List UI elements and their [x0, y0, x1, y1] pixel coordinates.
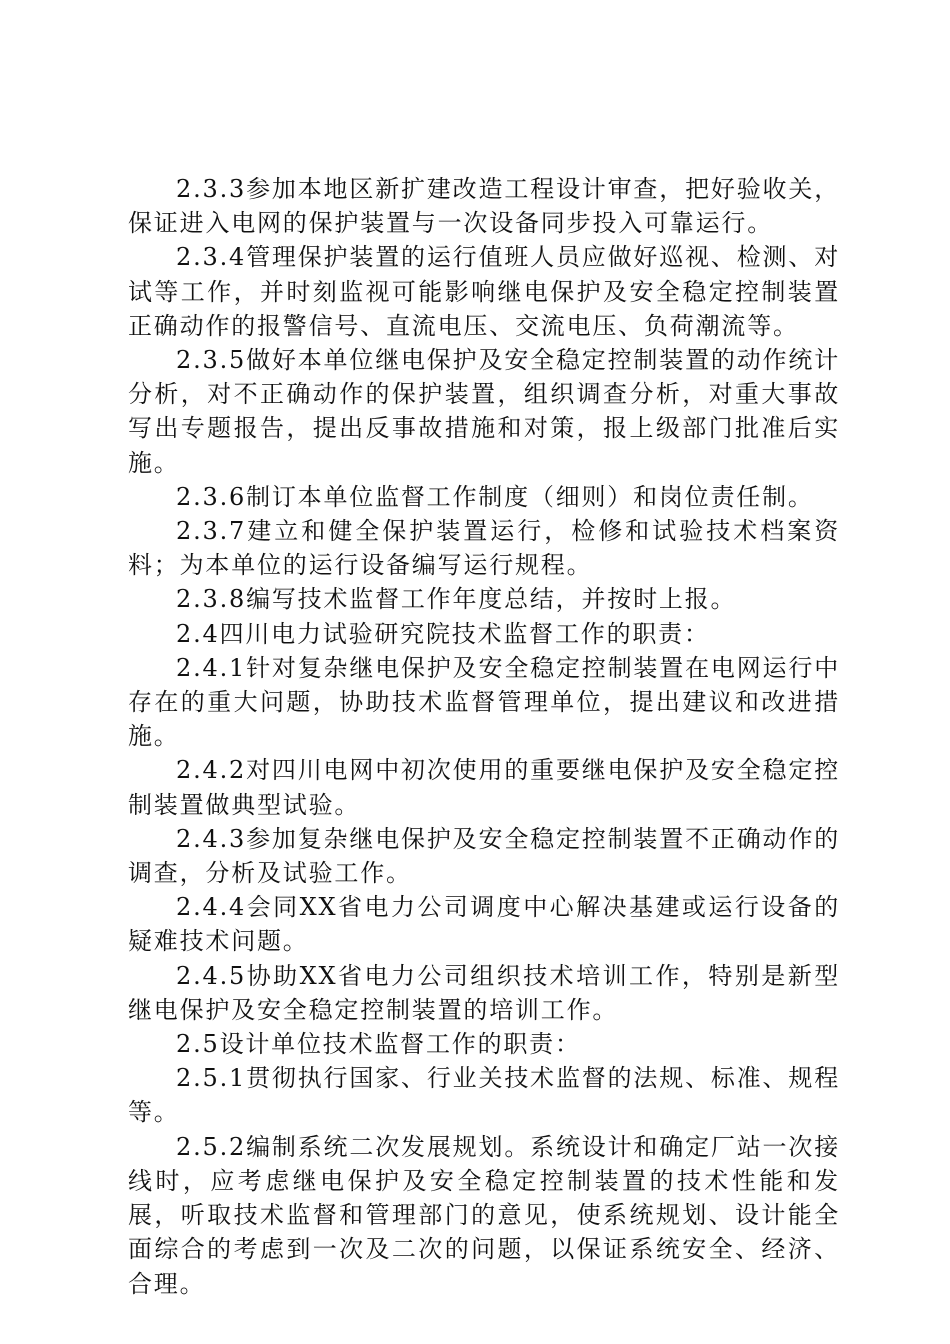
paragraph-2-4-3: 2.4.3参加复杂继电保护及安全稳定控制装置不正确动作的调查，分析及试验工作。: [128, 824, 840, 888]
paragraph-2-3-6: 2.3.6制订本单位监督工作制度（细则）和岗位责任制。: [176, 482, 814, 511]
paragraph-2-4-2: 2.4.2对四川电网中初次使用的重要继电保护及安全稳定控制装置做典型试验。: [128, 756, 840, 819]
section-heading-2-5: 2.5设计单位技术监督工作的职责：: [176, 1030, 581, 1059]
paragraph-2-3-7: 2.3.7建立和健全保护装置运行，检修和试验技术档案资料；为本单位的运行设备编写运行规程。: [128, 517, 840, 580]
paragraph-2-4-5: 2.4.5协助XX省电力公司组织技术培训工作，特别是新型继电保护及安全稳定控制装置的培训工作。: [128, 961, 840, 1024]
paragraph-2-3-3: 2.3.3参加本地区新扩建改造工程设计审查，把好验收关，保证进入电网的保护装置与一次设备同步投入可靠运行。: [128, 175, 840, 238]
document-page: [128, 172, 840, 1301]
paragraph-2-4-1: 2.4.1针对复杂继电保护及安全稳定控制装置在电网运行中存在的重大问题，协助技术监督管理单位，提出建议和改进措施。: [128, 653, 840, 751]
paragraph-2-3-5: 2.3.5做好本单位继电保护及安全稳定控制装置的动作统计分析，对不正确动作的保护装置，组织调查分析，对重大事故写出专题报告，提出反事故措施和对策，报上级部门批准后实施。: [128, 346, 840, 477]
section-heading-2-4: 2.4四川电力试验研究院技术监督工作的职责：: [176, 619, 710, 648]
paragraph-2-5-1: 2.5.1贯彻执行国家、行业关技术监督的法规、标准、规程等。: [128, 1064, 840, 1127]
paragraph-2-3-8: 2.3.8编写技术监督工作年度总结，并按时上报。: [176, 585, 737, 614]
paragraph-2-5-2: 2.5.2编制系统二次发展规划。系统设计和确定厂站一次接线时，应考虑继电保护及安全稳定控制装置的技术性能和发展，听取技术监督和管理部门的意见，使系统规划、设计能全面综合的考虑到一次及二次的问题，以保证系统安全、经济、合理。: [128, 1132, 840, 1298]
paragraph-2-4-4: 2.4.4会同XX省电力公司调度中心解决基建或运行设备的疑难技术问题。: [128, 893, 840, 956]
paragraph-2-3-4: 2.3.4管理保护装置的运行值班人员应做好巡视、检测、对试等工作，并时刻监视可能影响继电保护及安全稳定控制装置正确动作的报警信号、直流电压、交流电压、负荷潮流等。: [128, 243, 840, 340]
